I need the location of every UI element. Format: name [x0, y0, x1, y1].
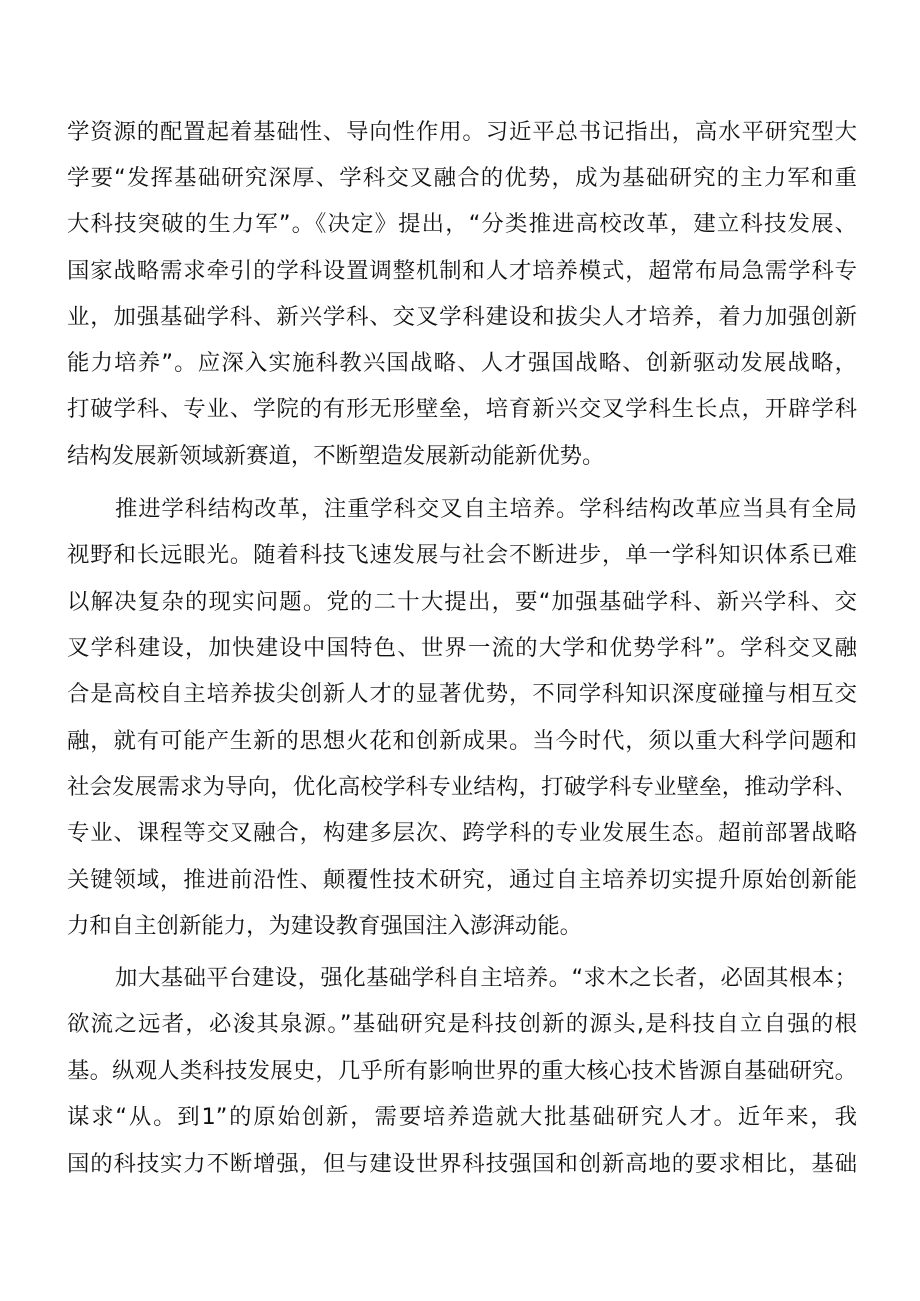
text-line: 打破学科、专业、学院的有形无形壁垒，培育新兴交叉学科生长点，开辟学科 — [67, 396, 857, 422]
text-line: 叉学科建设，加快建设中国特色、世界一流的大学和优势学科”。学科交叉融 — [67, 635, 857, 661]
text-line: 视野和长远眼光。随着科技飞速发展与社会不断进步，单一学科知识体系已难 — [67, 542, 857, 568]
text-line: 大科技突破的生力军”。《决定》提出，“分类推进高校改革，建立科技发展、 — [67, 211, 857, 237]
text-line: 基。纵观人类科技发展史，几乎所有影响世界的重大核心技术皆源自基础研究。 — [67, 1058, 857, 1084]
text-line: 推进学科结构改革，注重学科交叉自主培养。学科结构改革应当具有全局 — [115, 496, 857, 522]
text-line: 谋求“从。到1”的原始创新，需要培养造就大批基础研究人才。近年来，我 — [67, 1104, 857, 1130]
text-line: 学要“发挥基础研究深厚、学科交叉融合的优势，成为基础研究的主力军和重 — [67, 165, 857, 191]
text-line: 国家战略需求牵引的学科设置调整机制和人才培养模式，超常布局急需学科专 — [67, 258, 857, 284]
text-line: 力和自主创新能力，为建设教育强国注入澎湃动能。 — [67, 913, 582, 939]
text-line: 国的科技实力不断增强，但与建设世界科技强国和创新高地的要求相比，基础 — [67, 1151, 857, 1177]
text-line: 社会发展需求为导向，优化高校学科专业结构，打破学科专业壁垒，推动学科、 — [67, 774, 857, 800]
text-line: 专业、课程等交叉融合，构建多层次、跨学科的专业发展生态。超前部署战略 — [67, 820, 857, 846]
text-line: 学资源的配置起着基础性、导向性作用。习近平总书记指出，高水平研究型大 — [67, 119, 857, 145]
text-line: 欲流之远者，必浚其泉源。”基础研究是科技创新的源头,是科技自立自强的根 — [67, 1011, 857, 1037]
text-line: 业，加强基础学科、新兴学科、交叉学科建设和拔尖人才培养，着力加强创新 — [67, 304, 857, 330]
text-line: 加大基础平台建设，强化基础学科自主培养。“求木之长者，必固其根本； — [115, 965, 857, 991]
text-line: 关键领域，推进前沿性、颠覆性技术研究，通过自主培养切实提升原始创新能 — [67, 867, 857, 893]
text-line: 融，就有可能产生新的思想火花和创新成果。当今时代，须以重大科学问题和 — [67, 728, 857, 754]
text-line: 以解决复杂的现实问题。党的二十大提出，要“加强基础学科、新兴学科、交 — [67, 589, 857, 615]
text-line: 能力培养”。应深入实施科教兴国战略、人才强国战略、创新驱动发展战略， — [67, 350, 857, 376]
text-line: 结构发展新领域新赛道，不断塑造发展新动能新优势。 — [67, 443, 605, 469]
text-line: 合是高校自主培养拔尖创新人才的显著优势，不同学科知识深度碰撞与相互交 — [67, 681, 857, 707]
